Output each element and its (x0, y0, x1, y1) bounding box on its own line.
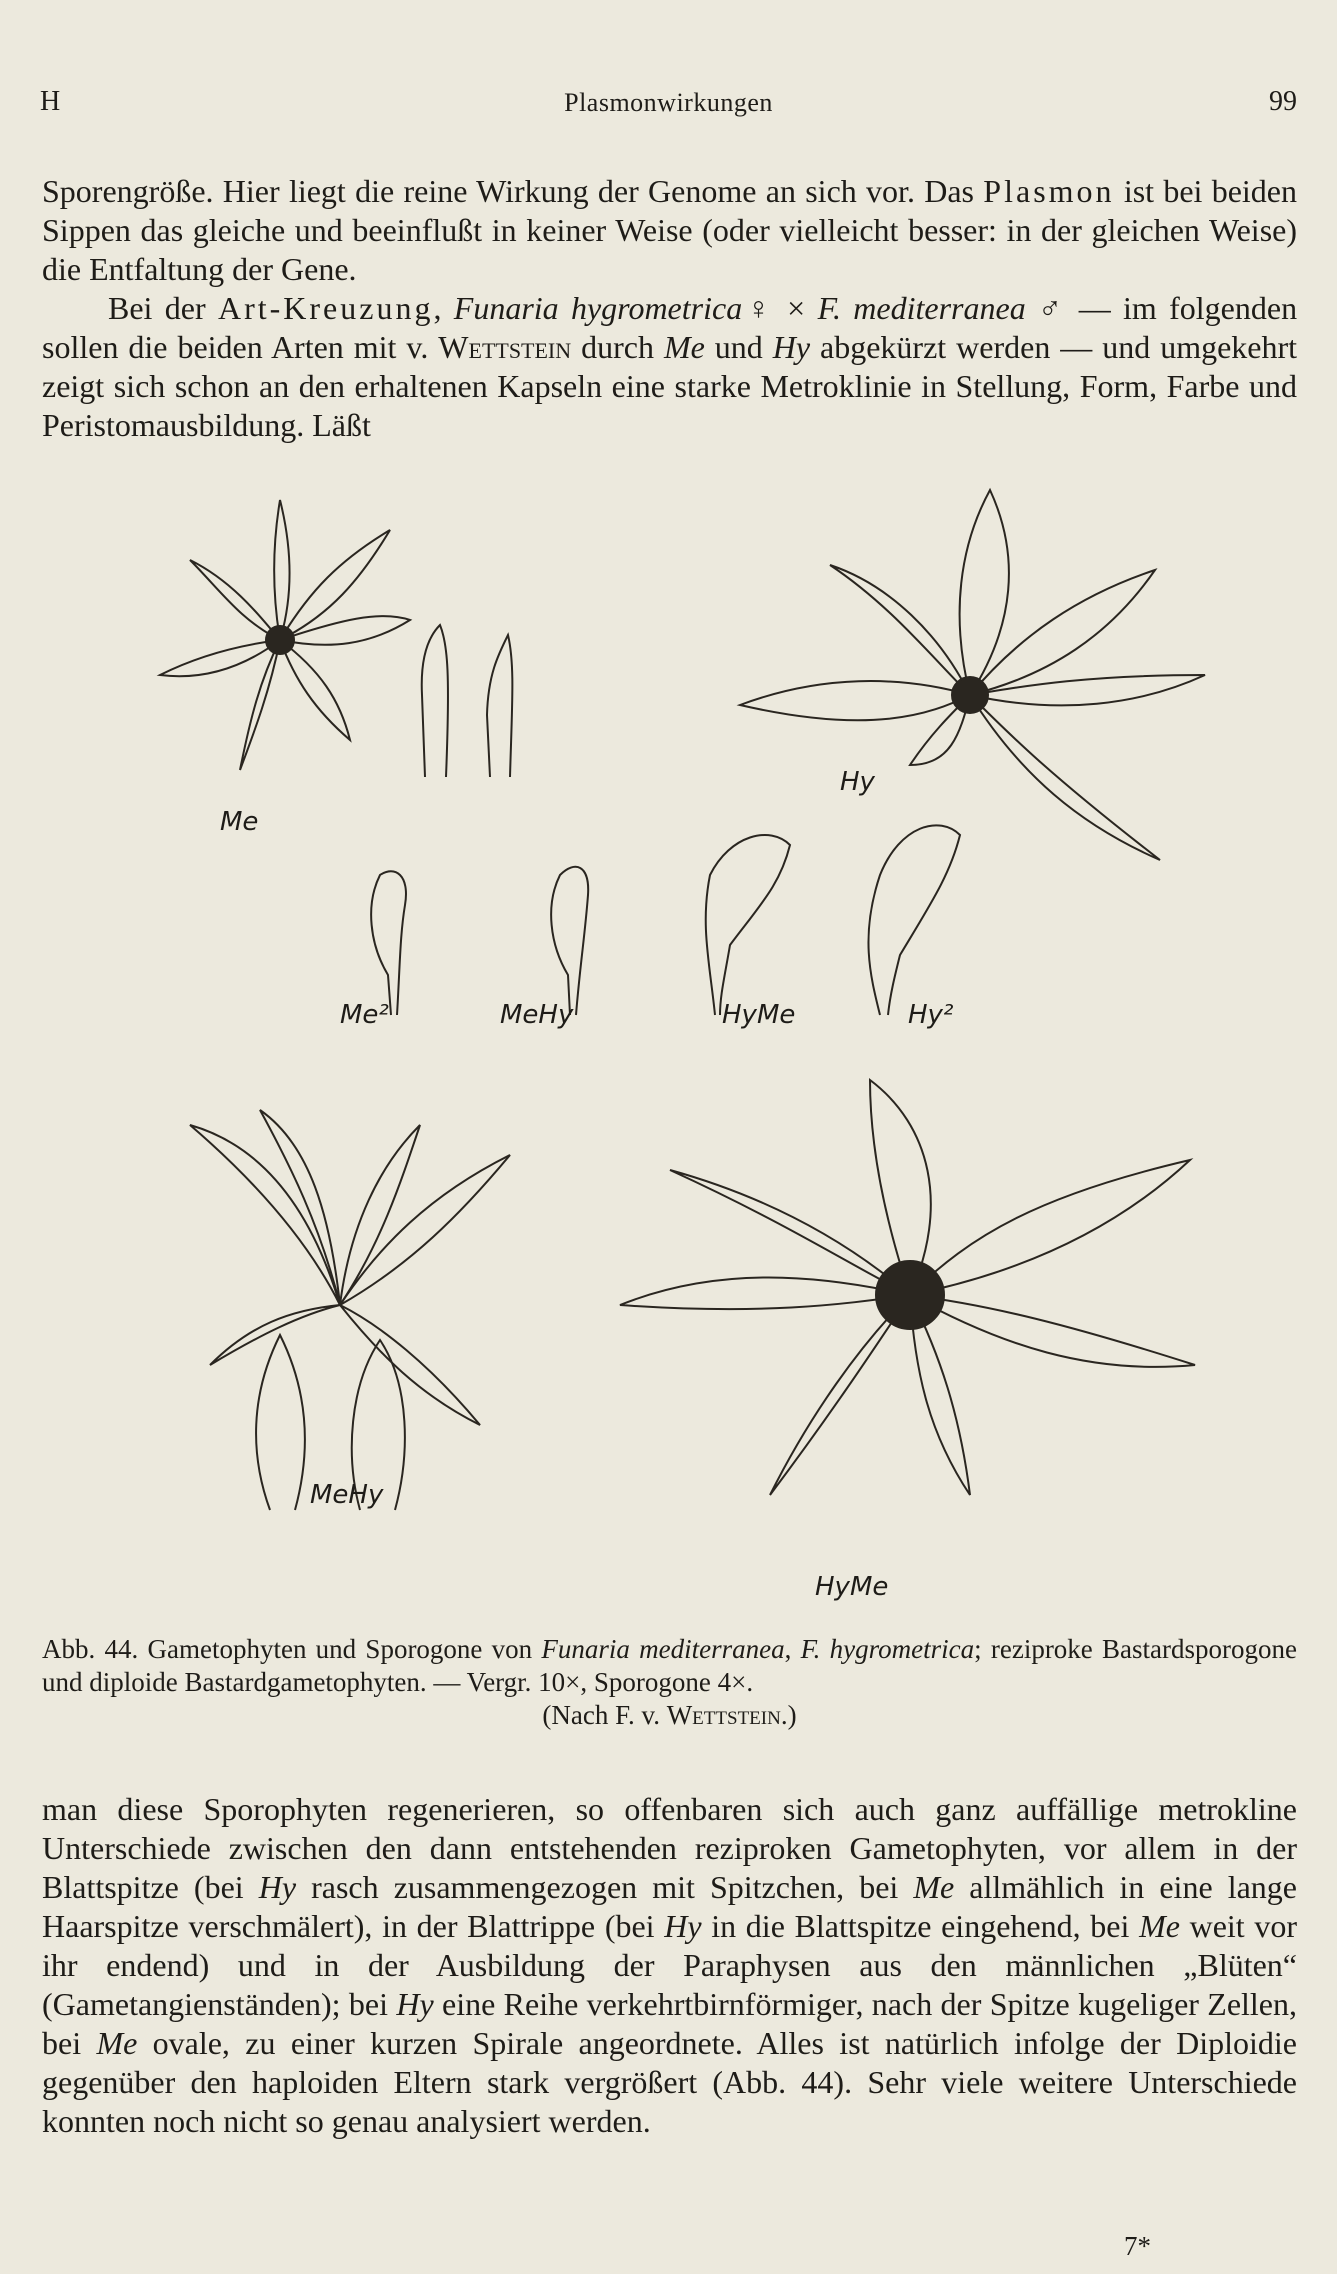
label-mehy-capsule: MeHy (500, 1000, 574, 1030)
figure-caption: Abb. 44. Gametophyten und Sporogone von Funaria mediterranea, F. hygrometrica; reziproke Bastardsporogone und diploide Bastardgametophyten. — Vergr. 10×, Sporogone 4×. (Nach F. v. Wettstein.) (42, 1634, 1297, 1730)
term-plasmon: Plasmon (983, 173, 1115, 209)
figure-illustration (100, 455, 1240, 1615)
hyme-gametophyte-drawing (620, 1080, 1195, 1495)
me2-sporogone-drawing (371, 871, 406, 1015)
label-hy2: Hy² (908, 1000, 954, 1030)
body-text-bottom (42, 1790, 1297, 2141)
caption-source: (Nach F. v. Wettstein.) (542, 1700, 797, 1730)
label-hyme: HyMe (815, 1572, 889, 1602)
page-number: 99 (1269, 86, 1297, 117)
paragraph-regeneration: man diese Sporophyten regenerieren, so offenbaren sich auch ganz auffällige metrokline Unterschiede zwischen den dann entstehenden reziproken Gametophyten, vor allem in der Blattspitze (bei Hy rasch zusammengezogen mit Spitzchen, bei Me allmählich in eine lange Haarspitze verschmälert), in der Blattrippe (bei Hy in die Blattspitze eingehend, bei Me weit vor ihr endend) und in der Ausbildung der Paraphysen aus den männlichen „Blüten“ (Gametangienständen); bei Hy eine Reihe verkehrtbirnförmiger, nach der Spitze kugeliger Zellen, bei Me ovale, zu einer kurzen Spirale angeordnete. Alles ist natürlich infolge der Diploidie gegenüber den haploiden Eltern stark vergrößert (Abb. 44). Sehr viele weitere Unterschiede konnten noch nicht so genau analysiert werden. (42, 1791, 1298, 2139)
label-me2: Me² (340, 1000, 389, 1030)
mehy-gametophyte-drawing (190, 1110, 510, 1425)
body-text-top (42, 172, 1297, 445)
paragraph-sporengroesse: Sporengröße. Hier liegt die reine Wirkung der Genome an sich vor. Das Plasmon ist bei beiden Sippen das gleiche und beeinflußt in keiner Weise (oder vielleicht besser: in der gleichen Weise) die Entfaltung der Gene. (42, 173, 1298, 287)
mehy-sporogone-drawing (551, 867, 588, 1015)
page-header (40, 86, 1297, 126)
running-title: Plasmonwirkungen (564, 88, 773, 117)
figure-44 (100, 455, 1240, 1615)
author-name: Wettstein (666, 1700, 781, 1730)
species-name: F. mediterranea (817, 290, 1026, 326)
label-hyme-capsule: HyMe (722, 1000, 796, 1030)
species-name: Funaria hygrometrica (453, 290, 743, 326)
label-hy: Hy (840, 767, 875, 797)
section-letter: H (40, 86, 61, 117)
signature-mark: 7* (1124, 2231, 1151, 2261)
hyme-sporogone-drawing (706, 835, 790, 1015)
label-mehy-leaf: MeHy (310, 1480, 384, 1510)
me-gametophyte-drawing (160, 500, 410, 770)
label-me: Me (220, 807, 259, 837)
male-symbol: ♂ (1038, 290, 1067, 326)
species-name: Funaria mediterranea (541, 1634, 785, 1664)
term-art-kreuzung: Art-Kreuzung (217, 290, 434, 326)
hy2-sporogone-drawing (868, 825, 960, 1015)
female-symbol: ♀ (742, 290, 775, 326)
author-name: Wettstein (438, 329, 572, 365)
paragraph-art-kreuzung: Bei der Art-Kreuzung, Funaria hygrometrica♀ × F. mediterranea ♂ — im folgenden sollen die beiden Arten mit v. Wettstein durch Me und Hy abgekürzt werden — und umgekehrt zeigt sich schon an den erhaltenen Kapseln eine starke Metroklinie in Stellung, Form, Farbe und Peristomausbildung. Läßt (42, 290, 1298, 443)
species-name: F. hygrometrica (800, 1634, 975, 1664)
hy-gametophyte-drawing (740, 490, 1205, 860)
mehy-leaf-drawing (256, 1335, 305, 1510)
me-sporogone-drawing (422, 625, 448, 777)
